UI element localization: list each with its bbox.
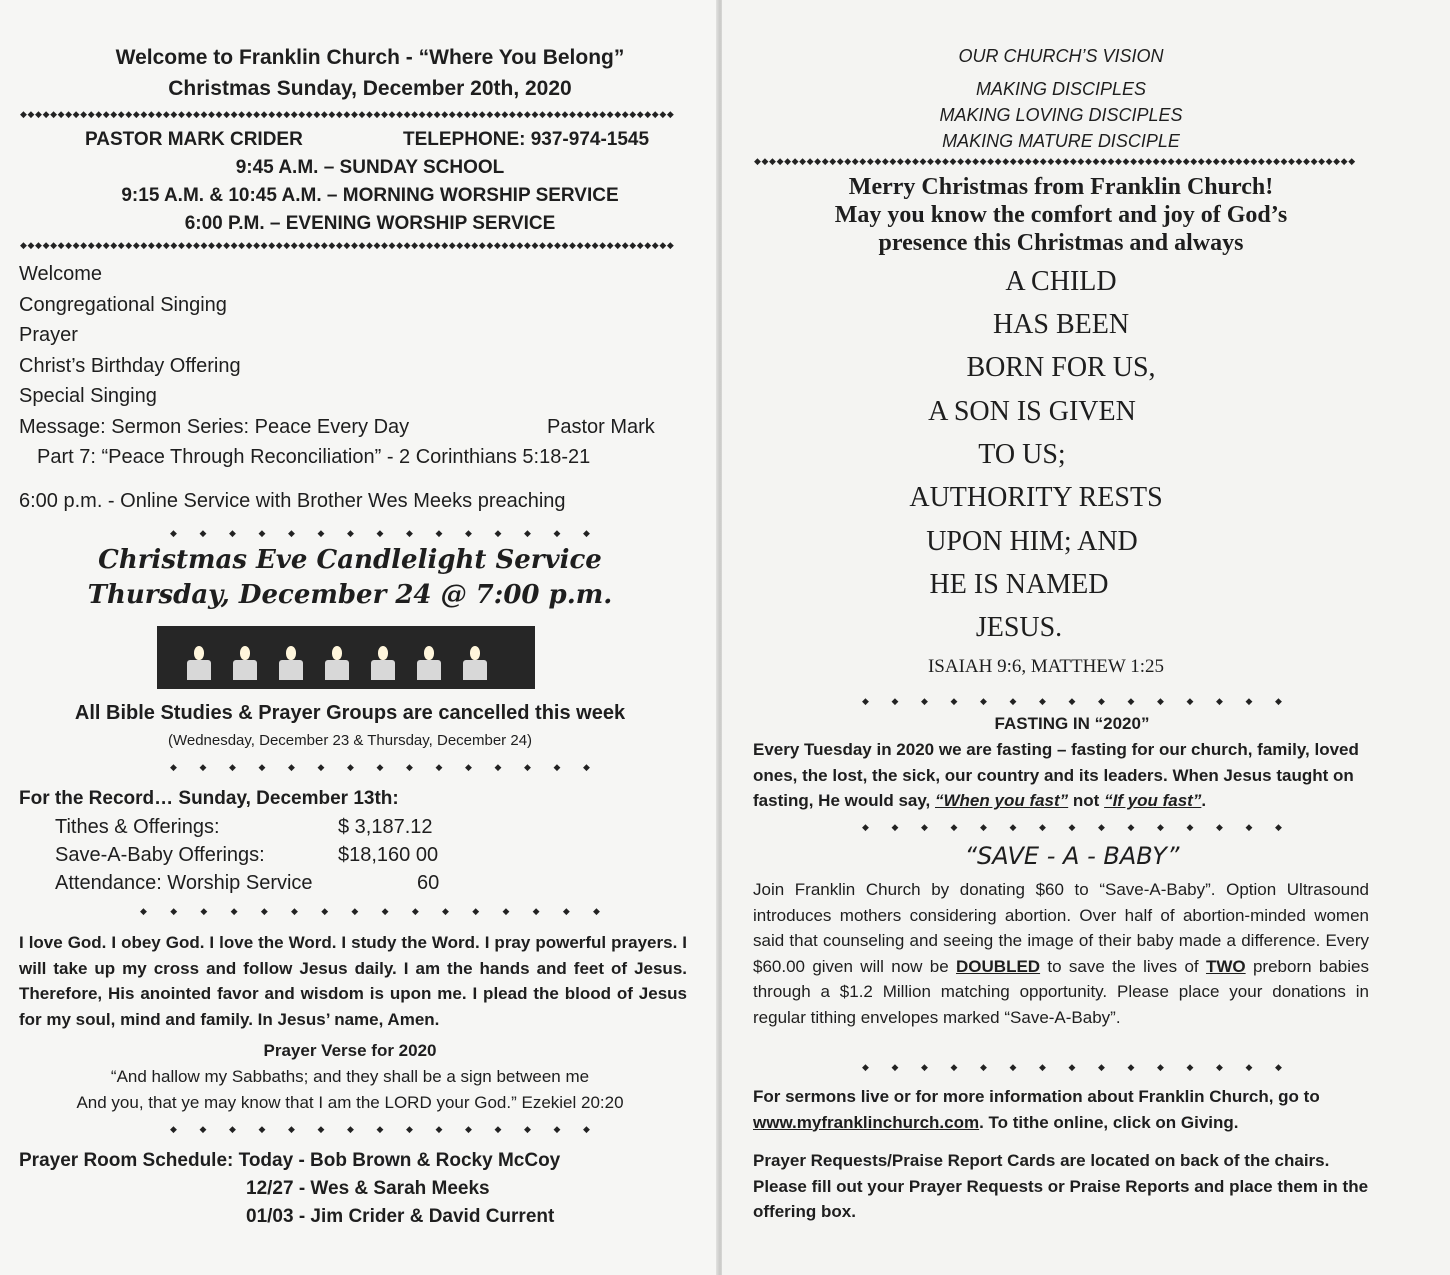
- record-label: Save-A-Baby Offerings:: [55, 844, 265, 866]
- greeting-line: presence this Christmas and always: [878, 230, 1244, 256]
- divider: ◆◆◆◆◆◆◆◆◆◆◆◆◆◆◆◆◆◆◆◆◆◆◆◆◆◆◆◆◆◆◆◆◆◆◆◆◆◆◆◆◆◆◆◆◆◆◆◆◆◆◆◆◆◆◆◆◆◆◆◆◆◆◆◆◆◆◆◆◆◆◆◆◆◆◆◆◆◆◆◆◆◆◆◆◆◆◆: [20, 110, 675, 120]
- fasting-text: Every Tuesday in 2020 we are fasting – fasting for our church, family, loved ones, the lost, the sick, our country and its leaders. When Jesus taught on fasting, He would say, “When you fast” not “If you fast”.: [753, 740, 1359, 810]
- poem-line: AUTHORITY RESTS: [909, 482, 1163, 513]
- order-item: Congregational Singing: [19, 294, 227, 316]
- greeting-line: Merry Christmas from Franklin Church!: [848, 174, 1274, 200]
- divider: ◆ ◆ ◆ ◆ ◆ ◆ ◆ ◆ ◆ ◆ ◆ ◆ ◆ ◆ ◆ ◆: [140, 906, 600, 916]
- right-panel: [722, 0, 1450, 1275]
- vision-item: MAKING MATURE DISCIPLE: [942, 131, 1180, 151]
- cancel-dates: (Wednesday, December 23 & Thursday, December 24): [167, 732, 533, 749]
- prayer-verse-line: “And hallow my Sabbaths; and they shall be a sign between me: [110, 1067, 590, 1086]
- divider: ◆◆◆◆◆◆◆◆◆◆◆◆◆◆◆◆◆◆◆◆◆◆◆◆◆◆◆◆◆◆◆◆◆◆◆◆◆◆◆◆◆◆◆◆◆◆◆◆◆◆◆◆◆◆◆◆◆◆◆◆◆◆◆◆◆◆◆◆◆◆◆◆◆◆◆◆◆◆◆◆: [754, 157, 1356, 167]
- record-title: For the Record… Sunday, December 13th:: [19, 788, 399, 809]
- fasting-title: FASTING IN “2020”: [994, 714, 1150, 733]
- candle-icon: [371, 646, 395, 682]
- divider: ◆◆◆◆◆◆◆◆◆◆◆◆◆◆◆◆◆◆◆◆◆◆◆◆◆◆◆◆◆◆◆◆◆◆◆◆◆◆◆◆◆◆◆◆◆◆◆◆◆◆◆◆◆◆◆◆◆◆◆◆◆◆◆◆◆◆◆◆◆◆◆◆◆◆◆◆◆◆◆◆◆◆◆◆◆◆◆: [20, 241, 675, 251]
- poem-line: UPON HIM; AND: [926, 526, 1138, 557]
- record-value: 60: [417, 872, 440, 894]
- greeting-line: May you know the comfort and joy of God’s: [834, 202, 1288, 228]
- record-label: Tithes & Offerings:: [55, 816, 220, 838]
- candle-icon: [463, 646, 487, 682]
- poem-line: HAS BEEN: [992, 309, 1130, 340]
- divider: ◆ ◆ ◆ ◆ ◆ ◆ ◆ ◆ ◆ ◆ ◆ ◆ ◆ ◆ ◆: [862, 822, 1282, 832]
- candle-icon: [233, 646, 257, 682]
- header-welcome: Welcome to Franklin Church - “Where You Belong”: [115, 46, 625, 69]
- poem-line: HE IS NAMED: [929, 569, 1109, 600]
- left-panel: [0, 0, 718, 1275]
- candlelight-date: Thursday, December 24 @ 7:00 p.m.: [87, 580, 613, 610]
- poem-line: A CHILD: [1005, 266, 1117, 297]
- message-label: Message: Sermon Series: Peace Every Day: [19, 416, 410, 438]
- schedule-evening-worship: 6:00 P.M. – EVENING WORSHIP SERVICE: [184, 213, 556, 234]
- candle-icon: [187, 646, 211, 682]
- order-item: Welcome: [19, 263, 102, 285]
- message-part: Part 7: “Peace Through Reconciliation” - 2 Corinthians 5:18-21: [37, 446, 591, 468]
- prayer-room-entry: 01/03 - Jim Crider & David Current: [246, 1206, 555, 1227]
- save-a-baby-text: Join Franklin Church by donating $60 to “Save-A-Baby”. Option Ultrasound introduces mothers considering abortion. Over half of abortion-minded women said that counseling and seeing the image of their baby made a difference. Every $60.00 given will now be DOUBLED to save the lives of TWO preborn babies through a $1.2 Million matching opportunity. Please place your donations in regular tithing envelopes marked “Save-A-Baby”.: [753, 880, 1369, 1027]
- divider: ◆ ◆ ◆ ◆ ◆ ◆ ◆ ◆ ◆ ◆ ◆ ◆ ◆ ◆ ◆: [862, 696, 1282, 706]
- prayer-cards-info: Prayer Requests/Praise Report Cards are located on back of the chairs. Please fill out your Prayer Requests or Praise Reports and place them in the offering box.: [753, 1151, 1369, 1221]
- pastor-name: PASTOR MARK CRIDER: [85, 129, 303, 150]
- candle-icon: [417, 646, 441, 682]
- vision-title: OUR CHURCH’S VISION: [958, 46, 1164, 66]
- schedule-morning-worship: 9:15 A.M. & 10:45 A.M. – MORNING WORSHIP SERVICE: [121, 185, 619, 206]
- divider: ◆ ◆ ◆ ◆ ◆ ◆ ◆ ◆ ◆ ◆ ◆ ◆ ◆ ◆ ◆: [170, 1124, 590, 1134]
- prayer-room-entry: 12/27 - Wes & Sarah Meeks: [246, 1178, 490, 1199]
- poem-reference: ISAIAH 9:6, MATTHEW 1:25: [927, 656, 1165, 677]
- record-value: $ 3,187.12: [338, 816, 433, 838]
- candlelight-title: Christmas Eve Candlelight Service: [98, 545, 602, 575]
- order-item: Special Singing: [19, 385, 157, 407]
- telephone: TELEPHONE: 937-974-1545: [403, 129, 650, 150]
- poem-line: BORN FOR US,: [966, 352, 1156, 383]
- online-service: 6:00 p.m. - Online Service with Brother Wes Meeks preaching: [19, 490, 566, 512]
- prayer-verse-line: And you, that ye may know that I am the LORD your God.” Ezekiel 20:20: [76, 1093, 624, 1112]
- candle-icon: [279, 646, 303, 682]
- cancel-notice: All Bible Studies & Prayer Groups are cancelled this week: [74, 702, 626, 724]
- candle-icon: [325, 646, 349, 682]
- website-link[interactable]: www.myfranklinchurch.com: [753, 1112, 980, 1132]
- order-item: Prayer: [19, 324, 78, 346]
- poem-line: JESUS.: [975, 612, 1063, 643]
- sermons-info: For sermons live or for more information about Franklin Church, go to www.myfranklinchurch.com. To tithe online, click on Giving.: [753, 1087, 1320, 1132]
- vision-item: MAKING DISCIPLES: [975, 79, 1147, 99]
- divider: ◆ ◆ ◆ ◆ ◆ ◆ ◆ ◆ ◆ ◆ ◆ ◆ ◆ ◆ ◆: [862, 1062, 1282, 1072]
- vision-item: MAKING LOVING DISCIPLES: [939, 105, 1183, 125]
- schedule-sunday-school: 9:45 A.M. – SUNDAY SCHOOL: [235, 157, 505, 178]
- prayer-verse-title: Prayer Verse for 2020: [263, 1041, 437, 1060]
- candles-image: [157, 626, 535, 689]
- poem-line: TO US;: [978, 439, 1066, 470]
- header-date: Christmas Sunday, December 20th, 2020: [168, 77, 572, 100]
- order-item: Christ’s Birthday Offering: [19, 355, 241, 377]
- divider: ◆ ◆ ◆ ◆ ◆ ◆ ◆ ◆ ◆ ◆ ◆ ◆ ◆ ◆ ◆: [170, 528, 590, 538]
- message-speaker: Pastor Mark: [547, 416, 655, 438]
- declaration: I love God. I obey God. I love the Word. I study the Word. I pray powerful prayers. I will take up my cross and follow Jesus daily. I am the hands and feet of Jesus. Therefore, His anointed favor and wisdom is upon me. I plead the blood of Jesus for my soul, mind and family. In Jesus’ name, Amen.: [19, 933, 687, 1029]
- record-label: Attendance: Worship Service: [55, 872, 313, 894]
- divider: ◆ ◆ ◆ ◆ ◆ ◆ ◆ ◆ ◆ ◆ ◆ ◆ ◆ ◆ ◆: [170, 762, 590, 772]
- prayer-room-schedule: Prayer Room Schedule: Today - Bob Brown & Rocky McCoy: [19, 1150, 561, 1171]
- save-a-baby-title: “SAVE - A - BABY”: [964, 842, 1180, 870]
- poem-line: A SON IS GIVEN: [928, 396, 1136, 427]
- record-value: $18,160 00: [338, 844, 439, 866]
